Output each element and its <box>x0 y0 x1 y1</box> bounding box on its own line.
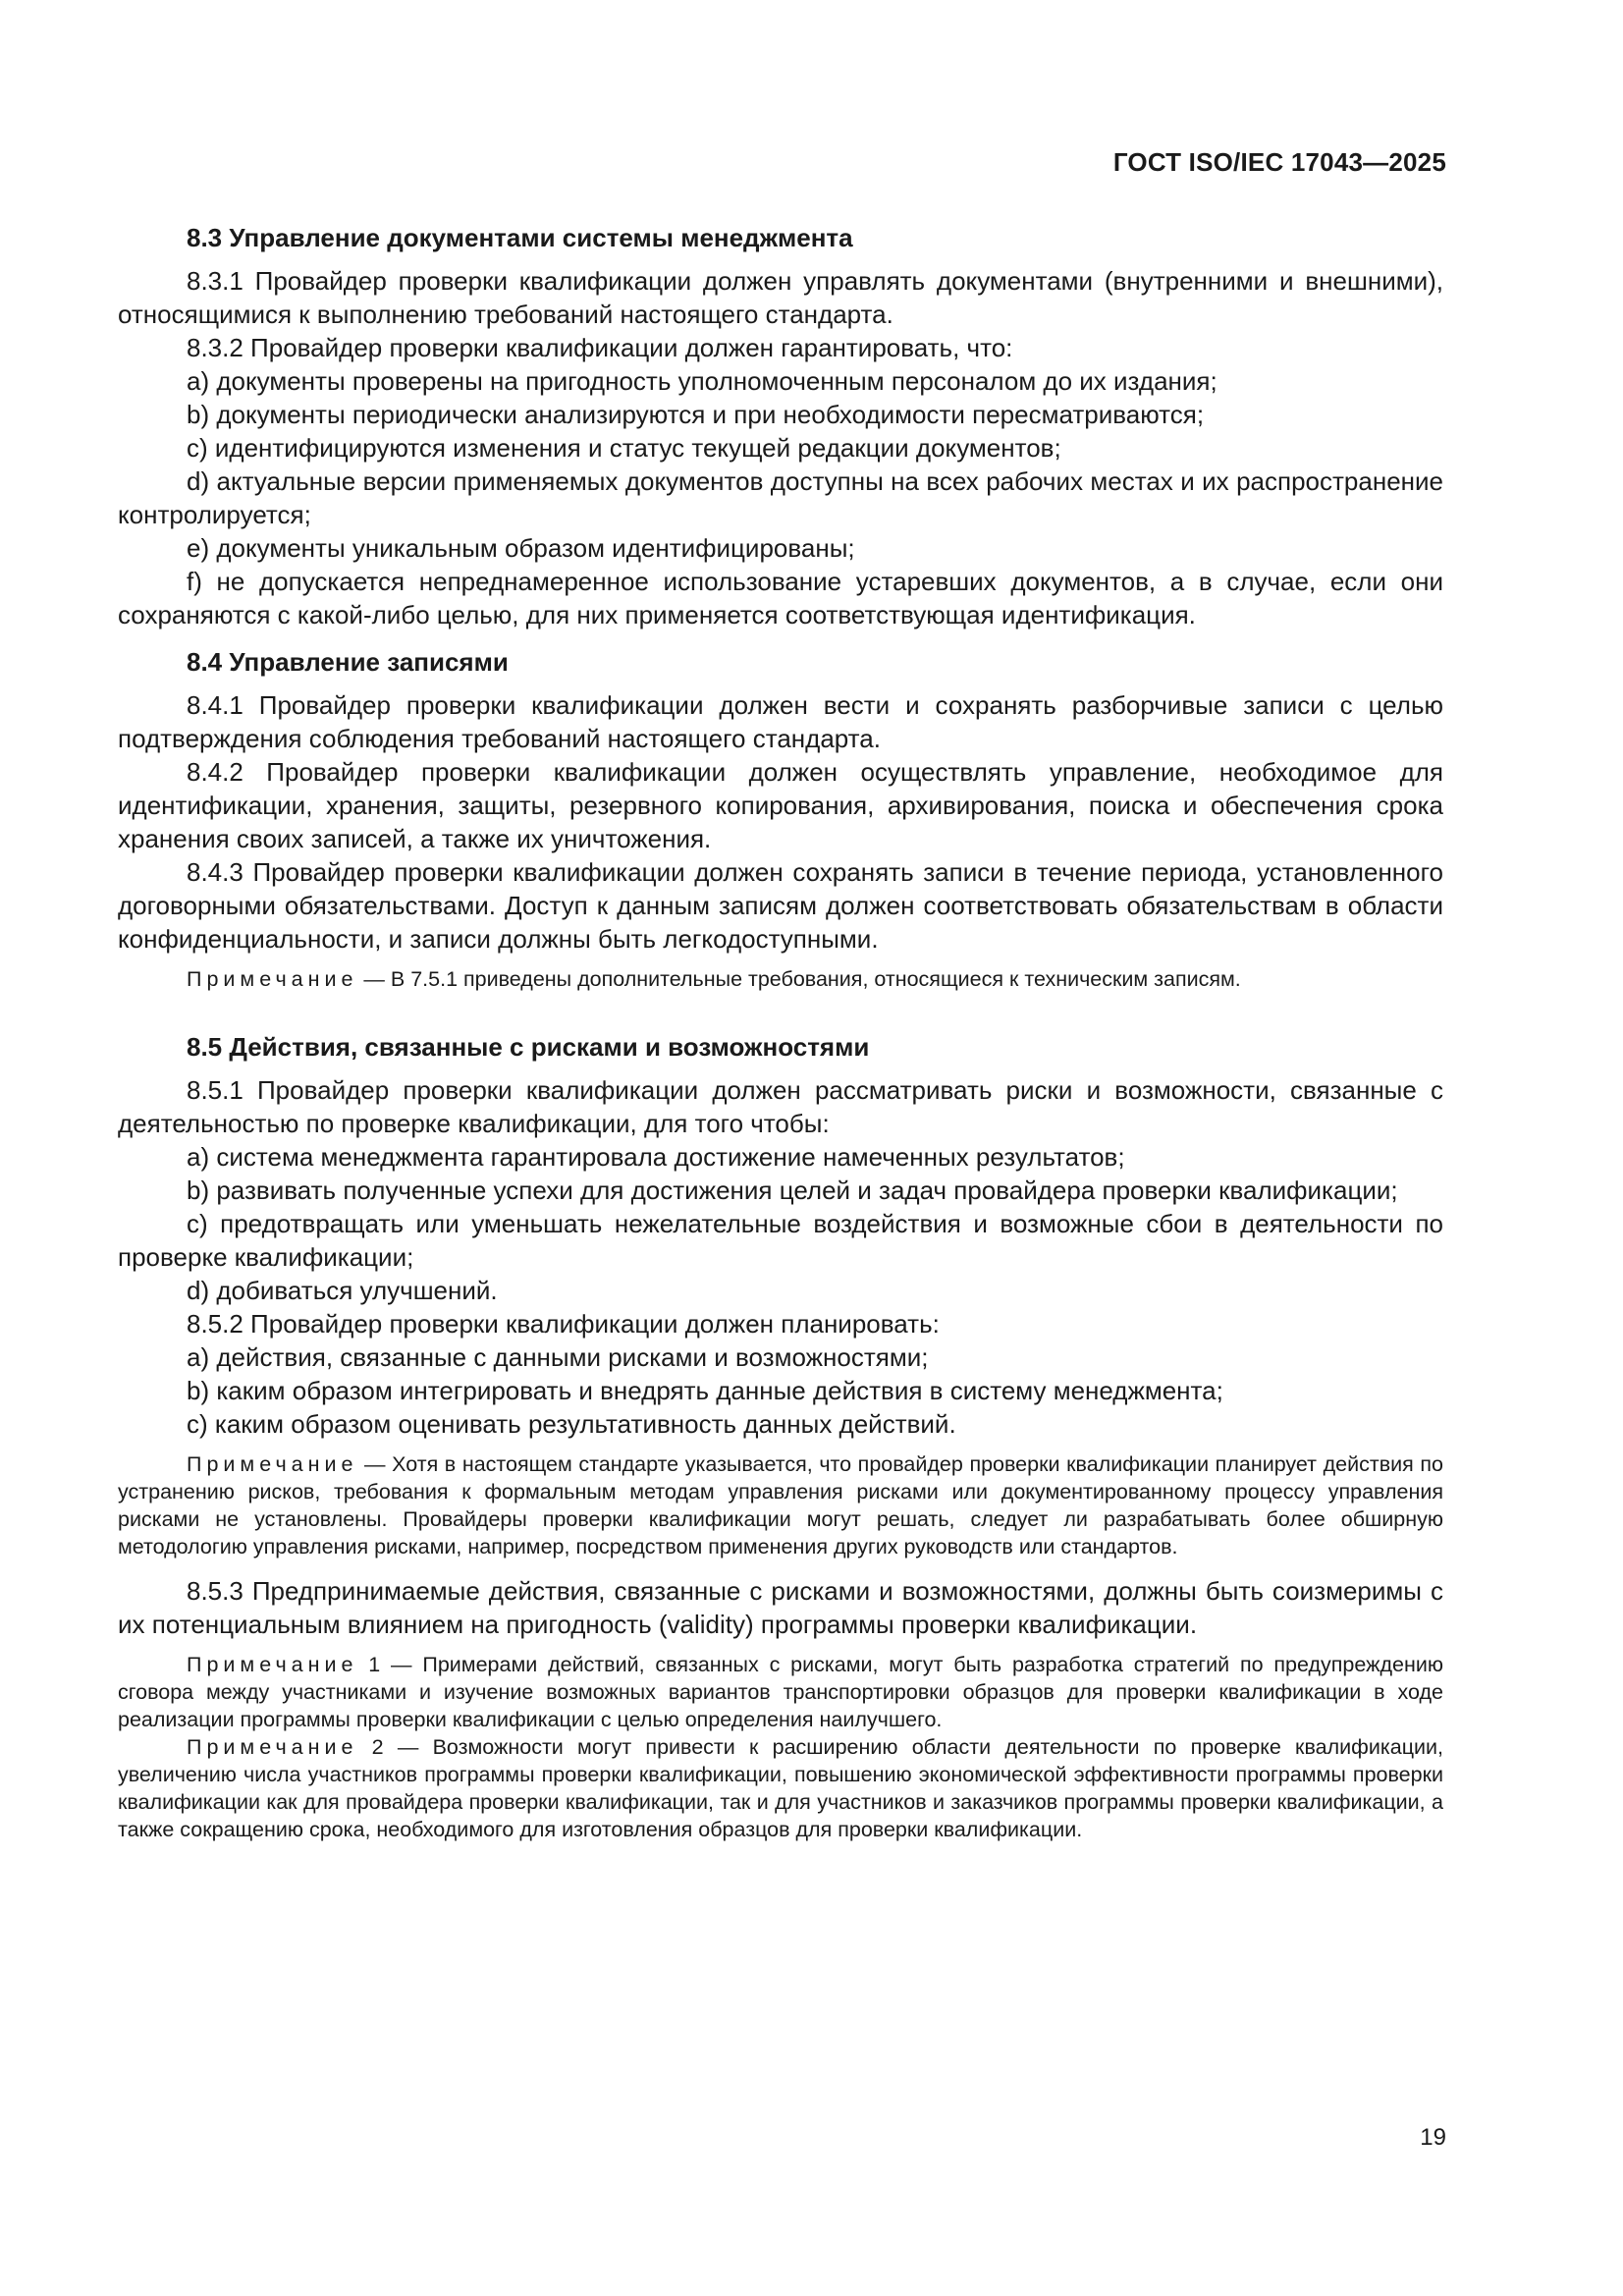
paragraph-8-3-2: 8.3.2 Провайдер проверки квалификации должен гарантировать, что: <box>187 333 1013 362</box>
note-text: — Хотя в настоящем стандарте указывается, что провайдер проверки квалификации планирует действия по устранению рисков, требования к формальным методам управления рисками или документированному процессу управления рисками не установлены. Провайдеры проверки квалификации могут решать, следует ли разрабатывать более обширную методологию управления рисками, например, посредством применения других руководств или стандартов. <box>118 1452 1443 1558</box>
note-text: 2 — Возможности могут привести к расширению области деятельности по проверке квалификации, увеличению числа участников программы проверки квалификации, повышению экономической эффективности программы проверки квалификации как для провайдера проверки квалификации, так и для участников и заказчиков программы проверки квалификации, а также сокращению срока, необходимого для изготовления образцов для проверки квалификации. <box>118 1735 1443 1841</box>
list-item-8-5-2-c: c) каким образом оценивать результативность данных действий. <box>187 1409 956 1439</box>
note-8-4 <box>118 965 1443 993</box>
list-item-8-5-1-a: а) система менеджмента гарантировала достижение намеченных результатов; <box>187 1142 1125 1172</box>
note-text: — В 7.5.1 приведены дополнительные требования, относящиеся к техническим записям. <box>357 967 1241 991</box>
paragraph-8-4-2: 8.4.2 Провайдер проверки квалификации должен осуществлять управление, необходимое для идентификации, хранения, защиты, резервного копирования, архивирования, поиска и обеспечения срока хранения своих записей, а также их уничтожения. <box>118 757 1443 853</box>
page-number: 19 <box>1420 2124 1446 2151</box>
paragraph-8-5-3: 8.5.3 Предпринимаемые действия, связанные с рисками и возможностями, должны быть соизмеримы с их потенциальным влиянием на пригодность (validity) программы проверки квалификации. <box>118 1576 1443 1639</box>
section-heading-8-3: 8.3 Управление документами системы менеджмента <box>187 223 853 252</box>
list-item-8-5-2-b: b) каким образом интегрировать и внедрять данные действия в систему менеджмента; <box>187 1376 1223 1405</box>
list-item-8-3-2-a: а) документы проверены на пригодность уполномоченным персоналом до их издания; <box>187 366 1217 396</box>
note-label: Примечание <box>187 1653 358 1676</box>
note-label: Примечание <box>187 967 358 991</box>
note-label: Примечание <box>187 1735 358 1759</box>
paragraph-8-5-2: 8.5.2 Провайдер проверки квалификации должен планировать: <box>187 1309 940 1339</box>
list-item-8-3-2-f: f) не допускается непреднамеренное использование устаревших документов, а в случае, если они сохраняются с какой-либо целью, для них применяется соответствующая идентификация. <box>118 567 1443 629</box>
section-heading-8-4: 8.4 Управление записями <box>187 647 509 677</box>
document-header: ГОСТ ISO/IEC 17043—2025 <box>1112 147 1446 177</box>
section-heading-8-5: 8.5 Действия, связанные с рисками и возможностями <box>187 1032 870 1062</box>
note-8-5-3-2 <box>118 1733 1443 1843</box>
paragraph-8-4-3: 8.4.3 Провайдер проверки квалификации должен сохранять записи в течение периода, установленного договорными обязательствами. Доступ к данным записям должен соответствовать обязательствам в области конфиденциальности, и записи должны быть легкодоступными. <box>118 857 1443 954</box>
list-item-8-3-2-b: b) документы периодически анализируются и при необходимости пересматриваются; <box>187 400 1205 429</box>
list-item-8-5-2-a: а) действия, связанные с данными рисками и возможностями; <box>187 1342 929 1372</box>
paragraph-8-4-1: 8.4.1 Провайдер проверки квалификации должен вести и сохранять разборчивые записи с целью подтверждения соблюдения требований настоящего стандарта. <box>118 690 1443 753</box>
list-item-8-3-2-e: e) документы уникальным образом идентифицированы; <box>187 533 855 563</box>
document-body <box>118 221 1443 1843</box>
note-label: Примечание <box>187 1452 358 1476</box>
list-item-8-3-2-c: c) идентифицируются изменения и статус текущей редакции документов; <box>187 433 1061 463</box>
note-8-5-3-1 <box>118 1651 1443 1733</box>
list-item-8-3-2-d: d) актуальные версии применяемых документов доступны на всех рабочих местах и их распространение контролируется; <box>118 466 1443 529</box>
note-8-5-2 <box>118 1450 1443 1560</box>
list-item-8-5-1-c: c) предотвращать или уменьшать нежелательные воздействия и возможные сбои в деятельности по проверке квалификации; <box>118 1209 1443 1272</box>
list-item-8-5-1-b: b) развивать полученные успехи для достижения целей и задач провайдера проверки квалификации; <box>187 1175 1398 1205</box>
note-text: 1 — Примерами действий, связанных с рисками, могут быть разработка стратегий по предупреждению сговора между участниками и изучение возможных вариантов транспортировки образцов для проверки квалификации в ходе реализации программы проверки квалификации с целью определения наилучшего. <box>118 1653 1443 1731</box>
paragraph-8-3-1: 8.3.1 Провайдер проверки квалификации должен управлять документами (внутренними и внешними), относящимися к выполнению требований настоящего стандарта. <box>118 266 1443 329</box>
paragraph-8-5-1: 8.5.1 Провайдер проверки квалификации должен рассматривать риски и возможности, связанные с деятельностью по проверке квалификации, для того чтобы: <box>118 1075 1443 1138</box>
list-item-8-5-1-d: d) добиваться улучшений. <box>187 1276 498 1305</box>
